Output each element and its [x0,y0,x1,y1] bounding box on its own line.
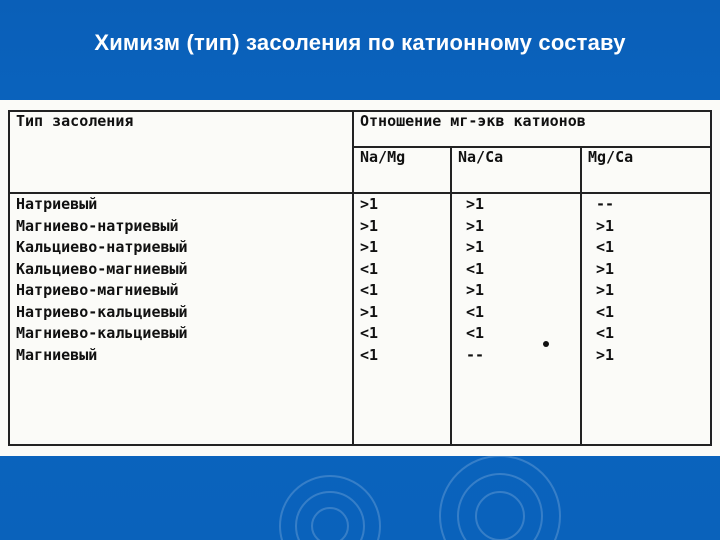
table-header-row [9,111,711,147]
type-cell: Магниево-кальциевый [16,324,188,342]
type-cell: Кальциево-магниевый [16,259,188,278]
header-na-ca: Na/Ca [451,147,581,193]
na-ca-cell: <1 [466,259,485,278]
column-na-ca-values [451,193,581,445]
type-cell: Натриевый [16,195,98,213]
slide-title: Химизм (тип) засоления по катионному составу [94,30,626,55]
table-body-row [9,193,711,445]
na-ca-cell: >1 [466,216,485,235]
column-mg-ca-values [581,193,711,445]
mg-ca-cell: <1 [596,302,615,321]
column-salinization-types [9,193,353,445]
header-cation-ratio: Отношение мг-экв катионов [353,111,711,147]
na-mg-cell: >1 [360,238,379,256]
na-mg-cell: <1 [360,324,379,342]
type-cell: Кальциево-натриевый [16,238,188,256]
na-ca-cell: -- [466,345,485,364]
type-cell: Магниевый [16,345,98,364]
na-mg-cell: >1 [360,216,379,235]
na-mg-cell: >1 [360,195,379,213]
na-ca-cell: >1 [466,195,485,213]
na-ca-cell: <1 [466,302,485,321]
na-ca-cell: >1 [466,281,485,299]
background-swirl-decoration [180,456,660,540]
header-salinization-type: Тип засоления [9,111,353,193]
na-mg-cell: <1 [360,259,379,278]
mg-ca-cell: >1 [596,259,615,278]
mg-ca-cell: >1 [596,281,615,299]
scanned-table-image [0,100,720,456]
mg-ca-cell: >1 [596,216,615,235]
mg-ca-cell: <1 [596,238,615,256]
salinization-table [8,110,712,446]
header-mg-ca: Mg/Ca [581,147,711,193]
na-mg-cell: <1 [360,345,379,364]
type-cell: Натриево-кальциевый [16,302,188,321]
na-mg-cell: >1 [360,302,379,321]
header-na-mg: Na/Mg [353,147,451,193]
mg-ca-cell: -- [596,195,615,213]
type-cell: Натриево-магниевый [16,281,179,299]
na-ca-cell: <1 [466,324,485,342]
mg-ca-cell: >1 [596,345,615,364]
na-mg-cell: <1 [360,281,379,299]
column-na-mg-values [353,193,451,445]
type-cell: Магниево-натриевый [16,216,179,235]
na-ca-cell: >1 [466,238,485,256]
mg-ca-cell: <1 [596,324,615,342]
scan-speck [543,341,549,347]
